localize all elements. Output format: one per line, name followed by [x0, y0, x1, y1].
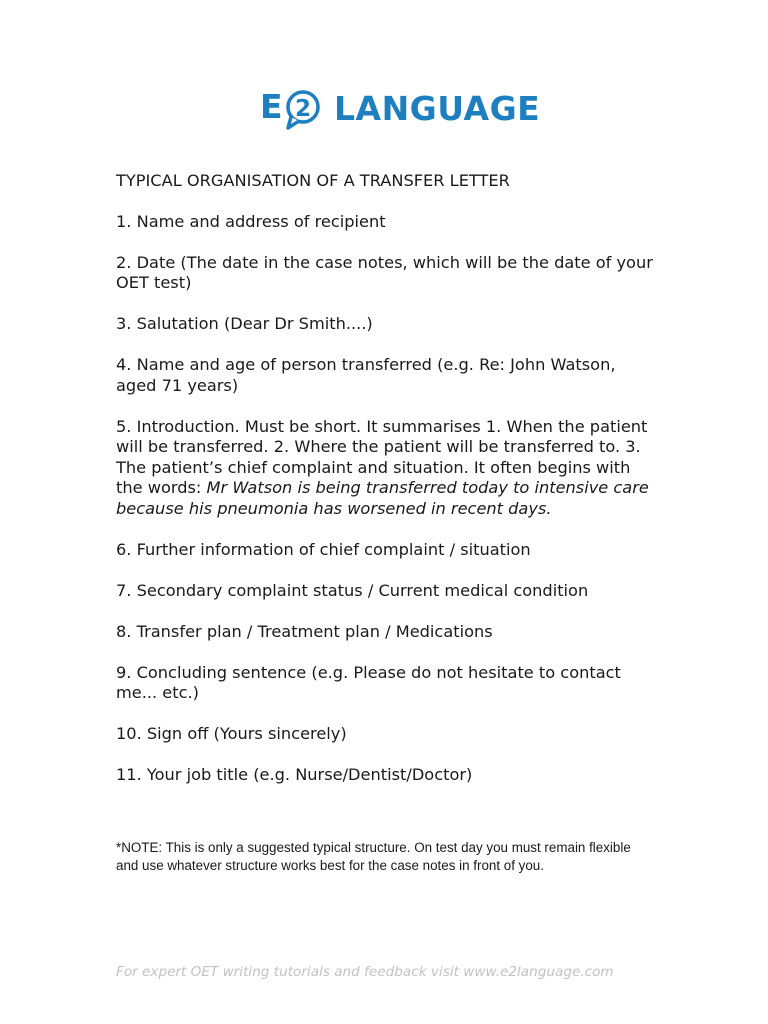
footer-promo: For expert OET writing tutorials and feedback visit www.e2language.com: [116, 964, 614, 980]
list-item-introduction: [116, 417, 656, 520]
introduction-example-quote: Mr Watson is being transferred today to intensive care because his pneumonia has worsened in recent days.: [116, 478, 649, 518]
logo-wordmark: LANGUAGE: [334, 88, 541, 128]
list-item: 7. Secondary complaint status / Current medical condition: [116, 580, 589, 600]
list-item: 1. Name and address of recipient: [116, 211, 386, 231]
structure-note: *NOTE: This is only a suggested typical structure. On test day you must remain flexible and use whatever structure works best for the case notes in front of you.: [116, 840, 631, 873]
logo-letter-e: E: [260, 87, 283, 126]
list-item: 4. Name and age of person transferred (e.g. Re: John Watson, aged 71 years): [116, 355, 616, 395]
list-item: 2. Date (The date in the case notes, which will be the date of your OET test): [116, 252, 653, 292]
list-item: 11. Your job title (e.g. Nurse/Dentist/Doctor): [116, 765, 473, 784]
introduction-text: 5. Introduction. Must be short. It summarises 1. When the patient will be transferred. 2. Where the patient will be transferred to. 3. The patient’s chief complaint and situation. It often begins with the words:: [116, 416, 648, 497]
document-title: TYPICAL ORGANISATION OF A TRANSFER LETTER: [116, 171, 510, 190]
list-item: 9. Concluding sentence (e.g. Please do not hesitate to contact me... etc.): [116, 662, 621, 702]
list-item: 10. Sign off (Yours sincerely): [116, 724, 347, 743]
list-item: 6. Further information of chief complaint / situation: [116, 539, 531, 559]
list-item: 3. Salutation (Dear Dr Smith....): [116, 314, 373, 333]
logo-digit-2: 2: [294, 96, 312, 122]
e2language-logo: [258, 84, 540, 132]
list-item: 8. Transfer plan / Treatment plan / Medications: [116, 621, 493, 641]
letter-structure: [116, 171, 656, 806]
